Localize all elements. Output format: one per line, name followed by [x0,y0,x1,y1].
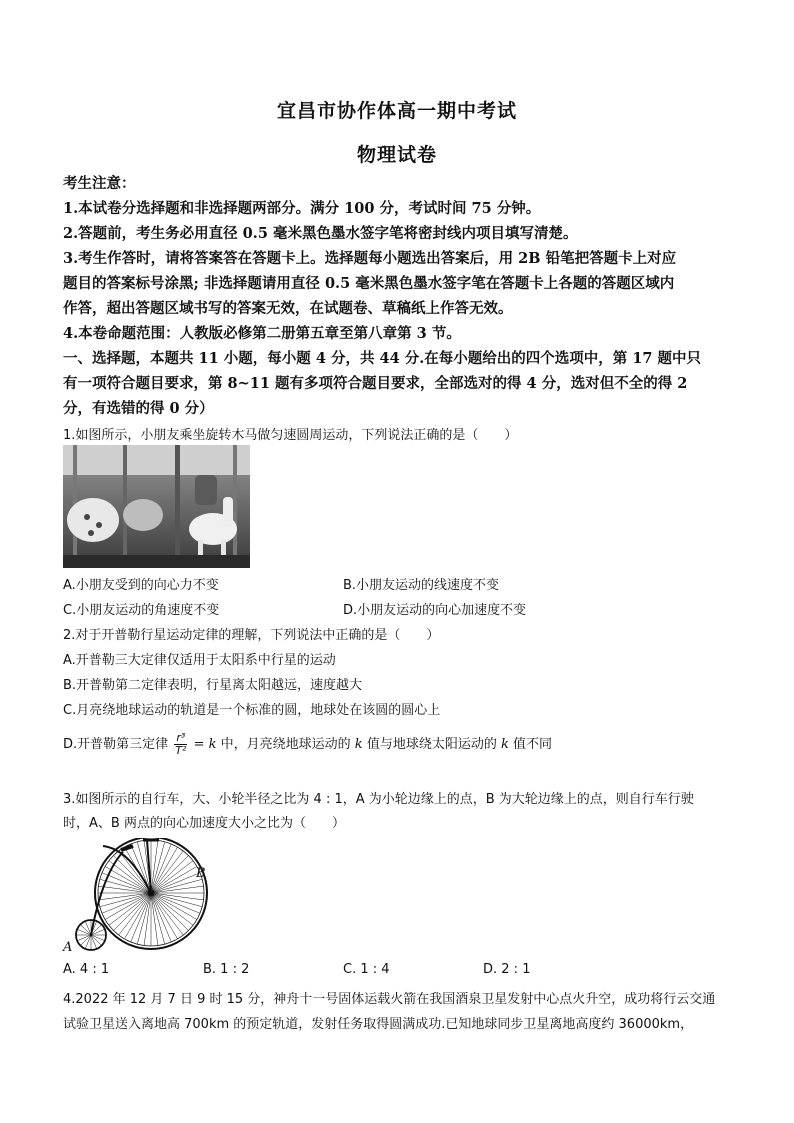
fraction-denominator: T² [175,744,187,757]
notice-line-6: 4.本卷命题范围：人教版必修第二册第五章至第八章第 3 节。 [63,325,461,342]
notice-line-1: 1.本试卷分选择题和非选择题两部分。满分 100 分，考试时间 75 分钟。 [63,200,541,217]
q2-option-b[interactable]: B.开普勒第二定律表明，行星离太阳越远，速度越大 [63,678,363,693]
k-symbol-2: k [500,737,509,752]
exam-subtitle: 物理试卷 [356,144,437,166]
question-4-stem-line-1: 4.2022 年 12 月 7 日 9 时 15 分，神舟十一号固体运载火箭在我国酒泉卫星发射中心点火升空，成功将行云交通 [63,992,716,1007]
q3-option-c[interactable]: C. 1 : 4 [343,962,390,977]
exam-title: 宜昌市协作体高一期中考试 [276,100,517,122]
notice-line-4: 题目的答案标号涂黑; 非选择题请用直径 0.5 毫米黑色墨水签字笔在答题卡上各题的答题区域内 [63,275,675,292]
q1-option-a[interactable]: A.小朋友受到的向心力不变 [63,578,219,593]
question-4-stem-line-2: 试验卫星送入离地高 700km 的预定轨道，发射任务取得圆满成功.已知地球同步卫星离地高度约 36000km， [63,1017,694,1032]
q3-option-b[interactable]: B. 1 : 2 [203,962,250,977]
question-3-stem-line-1: 3.如图所示的自行车，大、小轮半径之比为 4 : 1，A 为小轮边缘上的点，B 为大轮边缘上的点，则自行车行驶 [63,792,694,807]
penny-farthing-bicycle-diagram [63,838,213,955]
q2-option-a[interactable]: A.开普勒三大定律仅适用于太阳系中行星的运动 [63,653,336,668]
q2-option-c[interactable]: C.月亮绕地球运动的轨道是一个标准的圆，地球处在该圆的圆心上 [63,703,441,718]
section-heading-line-1: 一、选择题，本题共 11 小题，每小题 4 分，共 44 分.在每小题给出的四个选项中，第 17 题中只 [63,350,702,367]
section-heading-line-3: 分，有选错的得 0 分） [63,400,214,417]
q3-option-d[interactable]: D. 2 : 1 [483,962,531,977]
notice-line-3: 3.考生作答时，请将答案答在答题卡上。选择题每小题选出答案后，用 2B 铅笔把答题卡上对应 [63,250,677,267]
q2-option-d-equation: = k [193,737,217,752]
q2-option-d-middle: 中，月亮绕地球运动的 [220,737,351,752]
fraction-numerator: r³ [174,732,187,745]
k-symbol-1: k [354,737,363,752]
q2-option-d-suffix: 值不同 [513,737,553,752]
question-2-stem: 2.对于开普勒行星运动定律的理解，下列说法中正确的是（ ） [63,628,440,643]
q2-option-d-prefix: D.开普勒第三定律 [63,737,169,752]
q2-option-d[interactable] [63,732,552,757]
notice-line-2: 2.答题前，考生务必用直径 0.5 毫米黑色墨水签字笔将密封线内项目填写清楚。 [63,225,578,242]
notice-line-5: 作答，超出答题区域书写的答案无效，在试题卷、草稿纸上作答无效。 [63,300,513,317]
point-a-label: A [63,940,73,955]
q3-option-a[interactable]: A. 4 : 1 [63,962,110,977]
q1-option-b[interactable]: B.小朋友运动的线速度不变 [343,578,500,593]
question-1-stem: 1.如图所示，小朋友乘坐旋转木马做匀速圆周运动，下列说法正确的是（ ） [63,428,518,443]
q2-option-d-middle-2: 值与地球绕太阳运动的 [366,737,497,752]
q1-option-d[interactable]: D.小朋友运动的向心加速度不变 [343,603,527,618]
question-3-stem-line-2: 时，A、B 两点的向心加速度大小之比为（ ） [63,816,345,831]
q1-option-c[interactable]: C.小朋友运动的角速度不变 [63,603,220,618]
point-b-label: B [196,866,206,881]
notice-heading: 考生注意： [63,175,136,192]
section-heading-line-2: 有一项符合题目要求，第 8~11 题有多项符合题目要求，全部选对的得 4 分，选对但不全的得 2 [63,375,688,392]
carousel-photo [63,445,250,568]
kepler-fraction [174,732,187,757]
